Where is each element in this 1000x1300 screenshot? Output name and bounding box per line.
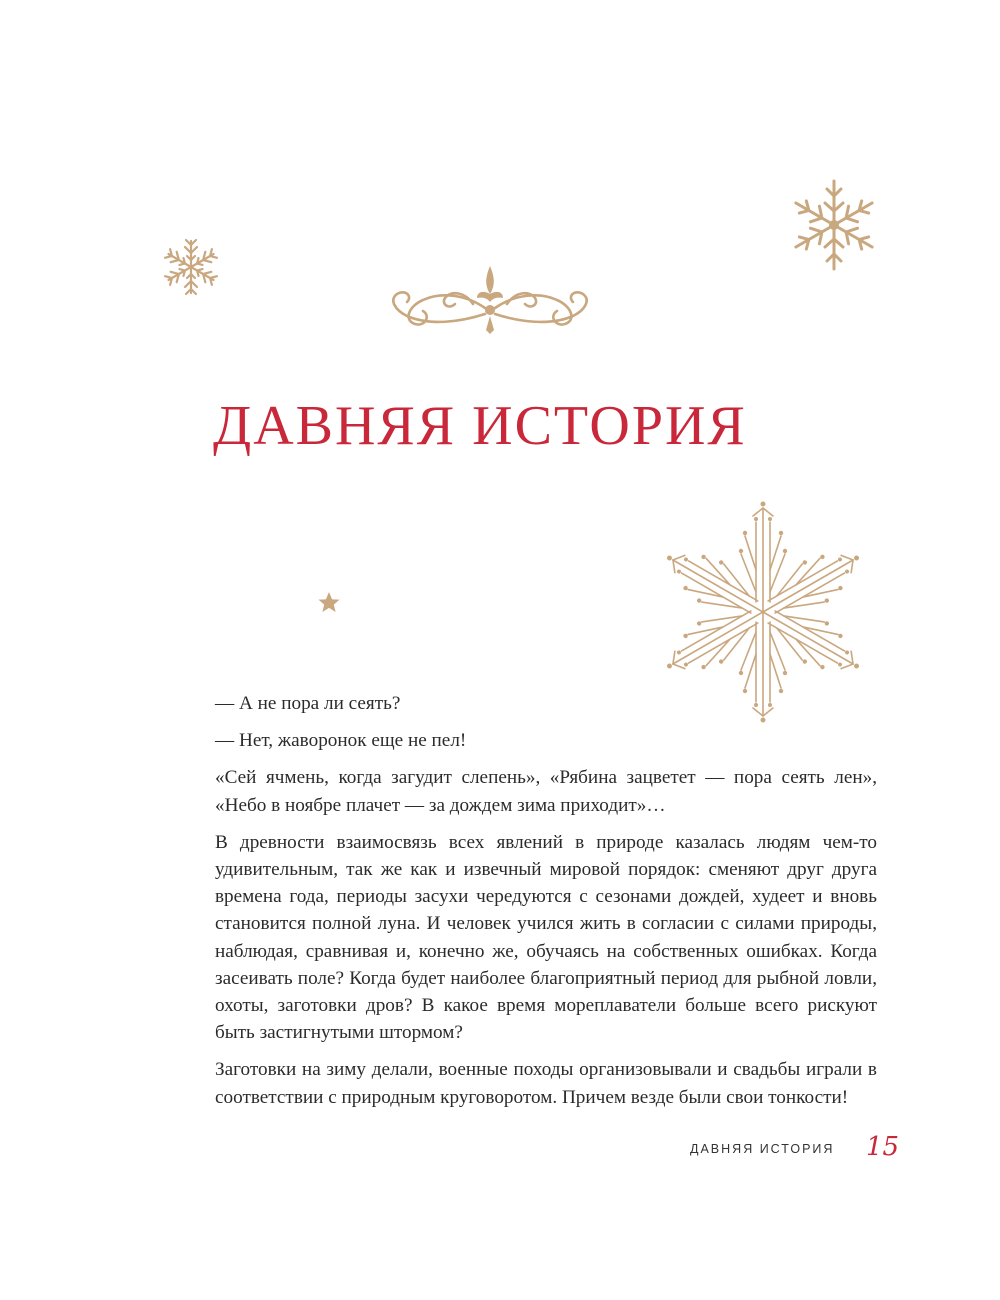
body-text (215, 690, 877, 1121)
star-icon (317, 591, 341, 615)
flourish-ornament-icon (385, 264, 595, 334)
dialog-line: — А не пора ли сеять? (215, 693, 401, 714)
dialog-line: — Нет, жаворонок еще не пел! (215, 730, 467, 752)
paragraph: «Сей ячмень, когда загудит слепень», «Рябина зацветет — пора сеять лен», «Небо в ноябре плачет — за дождем зима приходит»… (215, 767, 877, 816)
chapter-title: ДАВНЯЯ ИСТОРИЯ (213, 395, 747, 457)
snowflake-icon (164, 238, 218, 296)
page-number: 15 (866, 1132, 900, 1162)
snowflake-icon (790, 176, 878, 274)
running-title: ДАВНЯЯ ИСТОРИЯ (690, 1142, 835, 1156)
paragraph: В древности взаимосвязь всех явлений в природе казалась людям чем-то удивительным, так же как и извечный мировой порядок: сменяют друг друга времена года, периоды засухи чередуются с сезонами дождей, худеет и вновь становится полной луна. И человек учился жить в согласии с силами природы, наблюдая, сравнивая и, конечно же, обучаясь на собственных ошибках. Когда засеивать поле? Когда будет наиболее благоприятный период для рыбной ловли, охоты, заготовки дров? В какое время мореплаватели больше всего рискуют быть застигнутыми штормом? (215, 831, 877, 1044)
paragraph: Заготовки на зиму делали, военные походы организовывали и свадьбы играли в соответствии с природным круговоротом. Причем везде были свои тонкости! (215, 1059, 877, 1108)
